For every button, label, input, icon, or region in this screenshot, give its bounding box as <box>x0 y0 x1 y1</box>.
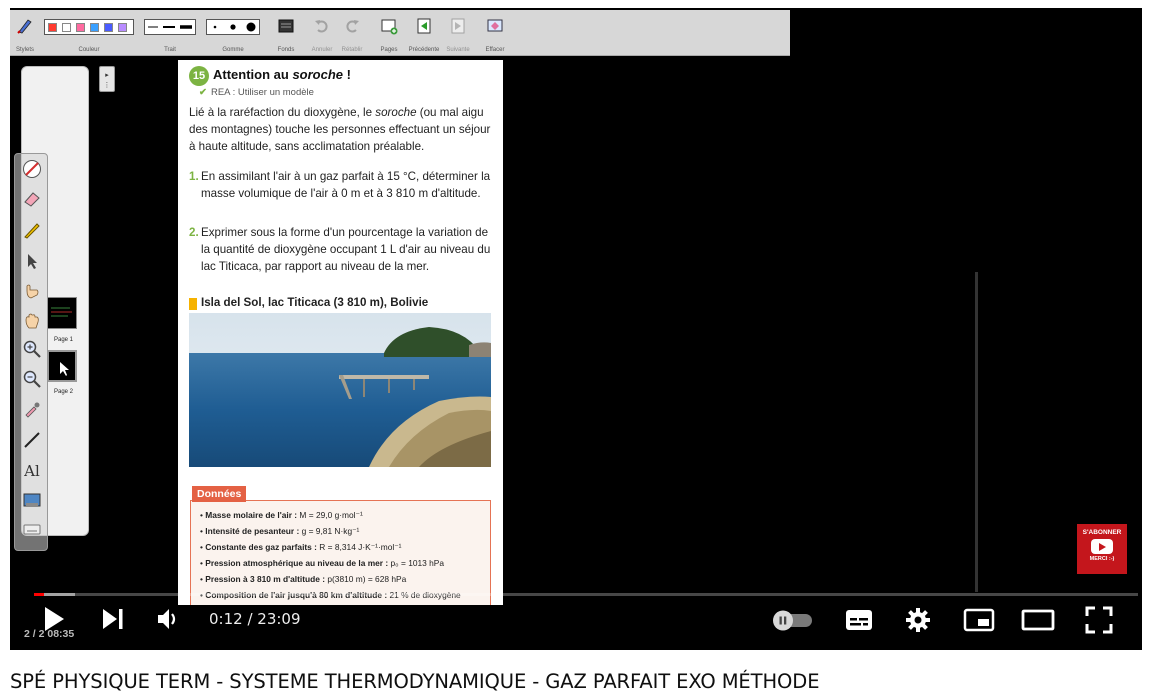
intro-text-before: Lié à la raréfaction du dioxygène, le <box>189 106 376 119</box>
intro-text-after: (ou mal aigu des montagnes) touche les personnes effectuant un séjour à haute altitude, sans acclimatation préalable. <box>189 106 491 153</box>
zoom-in-icon <box>22 339 42 359</box>
data-item: • Constante des gaz parfaits : R = 8,314 J·K⁻¹·mol⁻¹ <box>200 542 402 552</box>
eyedropper-tool[interactable] <box>21 398 43 420</box>
zoom-in-tool[interactable] <box>21 338 43 360</box>
suivante-label: Suivante <box>446 47 470 53</box>
line-icon <box>22 430 42 450</box>
exercise-skill <box>199 87 314 98</box>
keyboard-tool[interactable] <box>21 518 43 540</box>
progress-played <box>34 593 44 596</box>
exercise-title-suffix: ! <box>343 67 351 82</box>
fullscreen-icon[interactable] <box>1085 606 1113 634</box>
text-tool-label: Al <box>24 462 40 480</box>
collapse-arrow-icon: ▸ <box>105 71 109 79</box>
page-time-indicator: 2 / 2 08:35 <box>24 628 75 640</box>
video-player[interactable] <box>10 8 1142 650</box>
data-item-label: Intensité de pesanteur : <box>205 526 300 536</box>
play-icon[interactable] <box>42 606 66 632</box>
color-swatch-pink[interactable] <box>76 23 85 32</box>
subscribe-thanks: MERCI :-) <box>1089 556 1115 562</box>
eraser-options <box>206 19 260 35</box>
data-item-label: Pression à 3 810 m d'altitude : <box>205 574 326 584</box>
subscribe-label: S'ABONNER <box>1082 529 1122 536</box>
question-1-number: 1. <box>189 170 199 183</box>
data-item: • Composition de l'air jusqu'à 80 km d'altitude : 21 % de dioxygène <box>200 590 461 600</box>
data-item-label: Masse molaire de l'air : <box>205 510 298 520</box>
cursor-icon <box>49 352 75 380</box>
stroke-options <box>144 19 196 35</box>
photo-caption: Isla del Sol, lac Titicaca (3 810 m), Bolivie <box>189 296 428 309</box>
undo-icon <box>313 17 331 35</box>
no-pen-tool[interactable] <box>21 158 43 180</box>
subtitles-icon[interactable] <box>845 609 873 631</box>
add-page-icon <box>380 17 398 35</box>
data-item-value: R = 8,314 J·K⁻¹·mol⁻¹ <box>316 542 402 552</box>
color-swatch-indigo[interactable] <box>104 23 113 32</box>
eraser-dots-icon <box>207 20 259 34</box>
video-title: SPÉ PHYSIQUE TERM - SYSTEME THERMODYNAMIQUE - GAZ PARFAIT EXO MÉTHODE <box>10 670 820 693</box>
color-swatches <box>44 19 134 35</box>
text-tool[interactable] <box>21 460 43 482</box>
couleur-label: Couleur <box>78 47 100 53</box>
subscribe-watermark[interactable] <box>1077 524 1127 574</box>
data-item: • Pression à 3 810 m d'altitude : p(3810 m) = 628 hPa <box>200 574 407 584</box>
exercise-title-prefix: Attention au <box>213 67 293 82</box>
thumbnail-content-icon <box>48 298 76 328</box>
exercise-intro <box>189 104 492 155</box>
backgrounds-button[interactable] <box>273 13 299 53</box>
zoom-out-tool[interactable] <box>21 368 43 390</box>
redo-icon <box>343 17 361 35</box>
previous-page-button[interactable] <box>406 13 442 53</box>
color-swatch-red[interactable] <box>48 23 57 32</box>
checkmark-icon: ✔ <box>199 87 207 98</box>
background-icon <box>277 17 295 35</box>
data-item: • Masse molaire de l'air : M = 29,0 g·mol⁻¹ <box>200 510 363 520</box>
color-swatch-blue[interactable] <box>90 23 99 32</box>
arrow-cursor-icon <box>22 251 42 271</box>
autoplay-toggle-icon[interactable] <box>772 609 814 631</box>
question-2 <box>189 224 492 275</box>
whiteboard-toolbar <box>10 10 790 56</box>
page-thumbnail-2[interactable] <box>47 350 77 382</box>
trait-label: Trait <box>164 47 176 53</box>
data-list <box>190 506 491 605</box>
image-icon <box>22 491 42 511</box>
page-thumbnail-1[interactable] <box>47 297 77 329</box>
question-1 <box>189 168 492 202</box>
exercise-number-badge: 15 <box>189 66 209 86</box>
gomme-label: Gomme <box>222 47 244 53</box>
page-1-label: Page 1 <box>54 337 74 343</box>
question-2-text: Exprimer sous la forme d'un pourcentage la variation de la quantité de dioxygène occupant 1 L d'air au niveau du lac Titicaca, par rapport au niveau de la mer. <box>201 226 491 273</box>
miniplayer-icon[interactable] <box>963 608 995 632</box>
data-item-label: Constante des gaz parfaits : <box>205 542 317 552</box>
highlighter-icon <box>22 220 42 240</box>
settings-gear-icon[interactable] <box>905 607 931 633</box>
data-heading: Données <box>192 486 246 502</box>
pages-button[interactable] <box>376 13 402 53</box>
image-tool[interactable] <box>21 490 43 512</box>
whiteboard-tools-panel <box>14 153 48 551</box>
stylets-label: Stylets <box>15 47 34 53</box>
data-item-label: Pression atmosphérique au niveau de la mer : <box>205 558 389 568</box>
color-swatch-white[interactable] <box>62 23 71 32</box>
skill-text: REA : Utiliser un modèle <box>210 87 314 98</box>
eraser-icon <box>22 189 42 209</box>
previous-page-icon <box>415 17 433 35</box>
right-divider <box>975 272 978 592</box>
question-1-text: En assimilant l'air à un gaz parfait à 15 °C, déterminer la masse volumique de l'air à 0 m et à 3 810 m d'altitude. <box>201 170 491 200</box>
color-swatch-violet[interactable] <box>118 23 127 32</box>
color-picker[interactable] <box>44 13 134 53</box>
collapse-dots-icon: ⋮ <box>103 81 111 89</box>
stroke-width-picker[interactable] <box>144 13 196 53</box>
page-2-label: Page 2 <box>54 389 74 395</box>
data-item-value: p₀ = 1013 hPa <box>388 558 445 568</box>
eyedropper-icon <box>22 399 42 419</box>
precedente-label: Précédente <box>408 47 440 53</box>
keyboard-icon <box>22 519 42 539</box>
progress-bar[interactable] <box>34 593 1138 596</box>
grab-hand-icon <box>22 311 42 331</box>
pages-label: Pages <box>380 47 398 53</box>
data-item-value: g = 9,81 N·kg⁻¹ <box>299 526 360 536</box>
data-item-value: 21 % de dioxygène <box>387 590 461 600</box>
exercise-title-italic: soroche <box>292 67 344 82</box>
select-tool[interactable] <box>21 250 43 272</box>
fonds-label: Fonds <box>277 47 295 53</box>
data-item-label: Composition de l'air jusqu'à 80 km d'altitude : <box>205 590 388 600</box>
lake-titicaca-photo <box>189 313 491 467</box>
line-tool[interactable] <box>21 429 43 451</box>
effacer-label: Effacer <box>485 47 505 53</box>
annuler-label: Annuler <box>311 47 333 53</box>
hand-point-tool[interactable] <box>21 280 43 302</box>
textbook-page <box>178 60 503 605</box>
disabled-pen-icon <box>22 159 42 179</box>
question-2-number: 2. <box>189 226 199 239</box>
stroke-lines-icon <box>145 20 195 34</box>
highlighter-tool[interactable] <box>21 219 43 241</box>
pointing-hand-icon <box>22 281 42 301</box>
data-item: • Intensité de pesanteur : g = 9,81 N·kg⁻¹ <box>200 526 360 536</box>
undo-button[interactable] <box>308 13 336 53</box>
eraser-tool[interactable] <box>21 188 43 210</box>
theater-mode-icon[interactable] <box>1021 609 1055 631</box>
pen-icon <box>16 17 34 35</box>
data-item: • Pression atmosphérique au niveau de la mer : p₀ = 1013 hPa <box>200 558 445 568</box>
clear-page-icon <box>486 17 504 35</box>
stylets-tool[interactable] <box>12 13 38 53</box>
next-page-icon <box>449 17 467 35</box>
retablir-label: Rétablir <box>341 47 363 53</box>
hand-grab-tool[interactable] <box>21 310 43 332</box>
clear-button[interactable] <box>480 13 510 53</box>
next-page-button[interactable] <box>442 13 474 53</box>
redo-button[interactable] <box>338 13 366 53</box>
data-item-value: p(3810 m) = 628 hPa <box>325 574 407 584</box>
volume-icon[interactable] <box>157 608 181 630</box>
data-item-value: M = 29,0 g·mol⁻¹ <box>297 510 363 520</box>
youtube-play-icon <box>1091 539 1113 554</box>
intro-text-italic: soroche <box>375 106 417 119</box>
next-video-icon[interactable] <box>102 608 124 630</box>
sidebar-collapse-tab[interactable] <box>99 66 115 92</box>
exercise-title <box>213 67 351 82</box>
zoom-out-icon <box>22 369 42 389</box>
time-display: 0:12 / 23:09 <box>209 610 301 628</box>
eraser-size-picker[interactable] <box>206 13 260 53</box>
